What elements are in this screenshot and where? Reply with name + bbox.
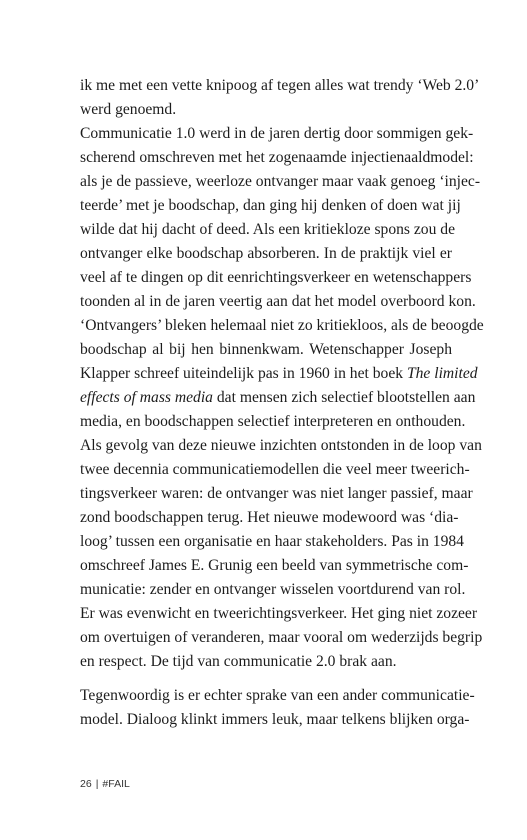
text-line: omschreef James E. Grunig een beeld van symmetrische com- <box>80 557 469 574</box>
text-line: boodschap al bij hen binnenkwam. Wetenschapper Joseph <box>80 341 452 358</box>
text-line: model. Dialoog klinkt immers leuk, maar telkens blijken orga- <box>80 711 470 728</box>
text-segment: dat mensen zich selectief blootstellen aan <box>212 389 476 406</box>
text-line: om overtuigen of veranderen, maar vooral om wederzijds begrip <box>80 629 483 646</box>
text-line: scherend omschreven met het zogenaamde injectienaaldmodel: <box>80 149 474 166</box>
text-line: Tegenwoordig is er echter sprake van een ander communicatie- <box>80 687 475 704</box>
text-line: Als gevolg van deze nieuwe inzichten ontstonden in de loop van <box>80 437 482 454</box>
text-line: als je de passieve, weerloze ontvanger maar vaak genoeg ‘injec- <box>80 173 481 190</box>
text-line: ‘Ontvangers’ bleken helemaal niet zo kritiekloos, als de beoogde <box>80 317 484 334</box>
text-line: loog’ tussen een organisatie en haar stakeholders. Pas in 1984 <box>80 533 464 550</box>
text-line <box>80 386 476 410</box>
body-text-block-1 <box>80 74 484 674</box>
text-line: ik me met een vette knipoog af tegen alles wat trendy ‘Web 2.0’ <box>80 77 480 94</box>
text-line: twee decennia communicatiemodellen die veel meer tweerich- <box>80 461 470 478</box>
page-number: 26 <box>80 778 92 790</box>
running-title: #FAIL <box>102 778 130 790</box>
text-line: zond boodschappen terug. Het nieuwe modewoord was ‘dia- <box>80 509 459 526</box>
text-line: tingsverkeer waren: de ontvanger was niet langer passief, maar <box>80 485 473 502</box>
text-line: municatie: zender en ontvanger wisselen voortdurend van rol. <box>80 581 466 598</box>
italic-book-title: The limited <box>406 365 478 382</box>
text-line: toonden al in de jaren veertig aan dat het model overboord kon. <box>80 293 476 310</box>
text-line <box>80 362 478 386</box>
page-footer <box>80 778 130 790</box>
text-line: Communicatie 1.0 werd in de jaren dertig door sommigen gek- <box>80 125 474 142</box>
text-line: teerde’ met je boodschap, dan ging hij denken of doen wat jij <box>80 197 461 214</box>
text-line: werd genoemd. <box>80 101 177 118</box>
footer-separator: | <box>95 778 99 790</box>
body-text-block-2 <box>80 684 475 732</box>
text-line: ontvanger elke boodschap absorberen. In de praktijk viel er <box>80 245 452 262</box>
text-line: media, en boodschappen selectief interpreteren en onthouden. <box>80 413 466 430</box>
text-line: en respect. De tijd van communicatie 2.0 brak aan. <box>80 653 397 670</box>
text-line: wilde dat hij dacht of deed. Als een kritiekloze spons zou de <box>80 221 456 238</box>
text-segment: Klapper schreef uiteindelijk pas in 1960 in het boek <box>80 365 407 382</box>
text-line: Er was evenwicht en tweerichtingsverkeer. Het ging niet zozeer <box>80 605 478 622</box>
text-line: veel af te dingen op dit eenrichtingsverkeer en wetenschappers <box>80 269 472 286</box>
italic-book-title: effects of mass media <box>80 389 213 406</box>
